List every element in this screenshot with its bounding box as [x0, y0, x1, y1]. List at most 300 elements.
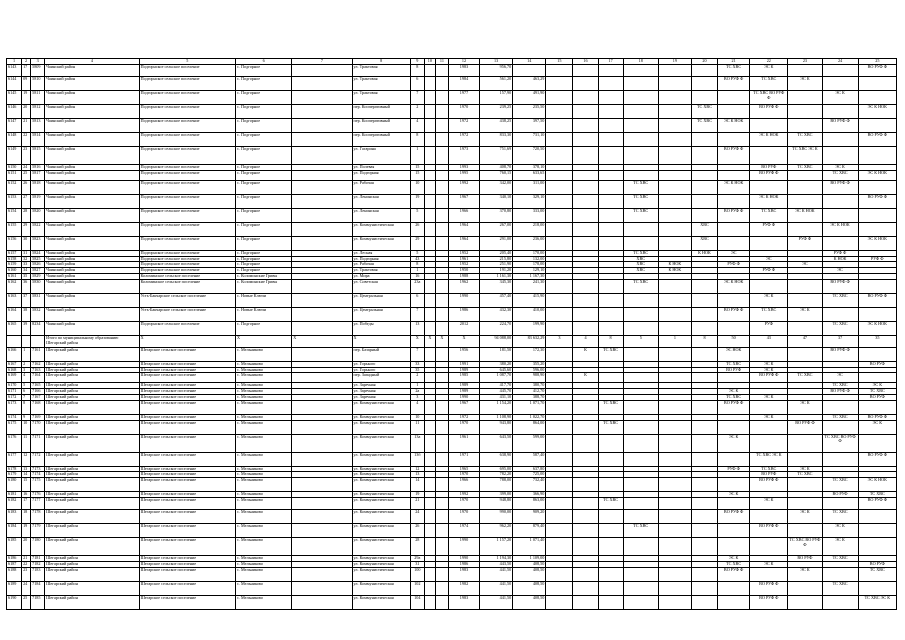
table-cell: 6153 [7, 194, 22, 208]
table-cell: 5812 [31, 105, 45, 119]
table-cell: 2а [410, 389, 424, 395]
table-cell: 5824 [31, 250, 45, 256]
table-cell: ВО РУФ [858, 394, 896, 400]
table-cell: РУФ Ф [750, 222, 788, 236]
table-cell [718, 497, 750, 509]
table-cell [435, 65, 448, 77]
table-cell: 7167 [31, 394, 45, 400]
table-cell: 7 [410, 347, 424, 361]
table-cell: К [573, 347, 598, 361]
table-cell [691, 567, 717, 581]
table-cell: Шегарское сельское поселение [139, 561, 235, 567]
table-cell: ул. Рабочая [352, 180, 410, 194]
table-cell [750, 147, 788, 165]
table-cell: К НОК [691, 250, 717, 256]
table-cell: 6176 [7, 434, 22, 452]
table-cell: ул. Заречная [352, 394, 410, 400]
table-cell [822, 452, 858, 466]
table-cell: ВО РУФ Ф [750, 170, 788, 180]
table-cell: с. Мельниково [236, 472, 292, 478]
table-cell: 181,50 [480, 347, 513, 361]
table-cell: 1 109,00 [513, 555, 546, 561]
table-cell: ул. Центральная [352, 307, 410, 321]
table-cell [546, 452, 573, 466]
table-cell: 1 [22, 347, 31, 361]
table-cell [546, 321, 573, 335]
table-cell: ул. Коммунистическая [352, 420, 410, 434]
table-cell: ЭС К [858, 420, 896, 434]
table-cell [623, 478, 658, 492]
table-cell: 29 [410, 236, 424, 250]
table-cell: 23 [22, 567, 31, 581]
table-cell: 21 [410, 497, 424, 509]
table-cell: 5813 [31, 119, 45, 133]
table-cell: 25 [22, 595, 31, 609]
table-cell: X [352, 335, 410, 347]
column-number: 18 [623, 59, 658, 65]
table-cell: Подгорнское сельское поселение [139, 222, 235, 236]
table-cell: 1990 [448, 293, 479, 307]
table-cell [292, 478, 352, 492]
table-cell: 6188 [7, 567, 22, 581]
table-cell [598, 133, 623, 147]
table-cell: 6185 [7, 537, 22, 555]
table-cell: ЭС К [750, 394, 788, 400]
table-cell [822, 65, 858, 77]
table-cell: 1989 [448, 389, 479, 395]
table-cell: 8 [410, 133, 424, 147]
table-cell: 1 194,30 [480, 555, 513, 561]
table-cell [691, 321, 717, 335]
table-cell: 441,50 [480, 581, 513, 595]
table-cell [546, 307, 573, 321]
table-cell: ВО РУФ Ф [858, 293, 896, 307]
table-cell [292, 595, 352, 609]
table-cell: 5822 [31, 222, 45, 236]
table-cell [573, 400, 598, 414]
table-cell: 10 [22, 420, 31, 434]
table-cell: ВО РУФ [750, 472, 788, 478]
table-cell [573, 77, 598, 91]
table-cell: ВО РУФ [822, 492, 858, 498]
table-cell: 170,00 [513, 250, 546, 256]
table-cell [292, 105, 352, 119]
table-cell: Шегарский район [45, 567, 139, 581]
table-cell: 157,90 [480, 91, 513, 105]
table-cell: 09 [22, 77, 31, 91]
table-cell [788, 180, 822, 194]
table-cell: ХВС [623, 262, 658, 268]
table-cell: 1966 [448, 478, 479, 492]
table-cell: 378,10 [513, 165, 546, 171]
table-cell [822, 133, 858, 147]
table-cell [598, 307, 623, 321]
table-cell [691, 65, 717, 77]
table-cell [424, 509, 435, 523]
table-cell: 720,50 [513, 147, 546, 165]
table-row [7, 420, 897, 434]
table-cell [546, 279, 573, 293]
table-cell [822, 208, 858, 222]
table-cell [822, 595, 858, 609]
table-cell: ВО РУФ Ф [858, 133, 896, 147]
table-cell: ВО РУФ Ф [822, 119, 858, 133]
table-cell [658, 279, 691, 293]
table-cell: 333,00 [513, 208, 546, 222]
table-cell: ЭС К НОК [718, 119, 750, 133]
table-cell [292, 133, 352, 147]
table-row [7, 236, 897, 250]
table-cell: ул. Заречная [352, 389, 410, 395]
table-cell: 441,50 [480, 595, 513, 609]
table-cell: ул. Трактовая [352, 77, 410, 91]
table-cell: Чаинский район [45, 256, 139, 262]
table-cell: 1989 [448, 367, 479, 373]
table-cell: Шегарский район [45, 478, 139, 492]
table-cell [435, 119, 448, 133]
table-cell: 39 [22, 321, 31, 335]
table-cell: 20 [22, 537, 31, 555]
table-cell [858, 434, 896, 452]
table-cell [546, 65, 573, 77]
table-cell: Чаинский район [45, 307, 139, 321]
table-cell [598, 180, 623, 194]
table-cell: 6175 [7, 420, 22, 434]
table-cell: ул. Ленинская [352, 208, 410, 222]
table-cell [598, 77, 623, 91]
table-cell [435, 105, 448, 119]
table-cell: 599,00 [513, 434, 546, 452]
table-cell [546, 293, 573, 307]
table-cell: ЭС К НОК [858, 478, 896, 492]
table-cell: 6152 [7, 180, 22, 194]
table-cell: 864,00 [513, 420, 546, 434]
table-cell: Чаинский район [45, 77, 139, 91]
table-cell: Шегарский район [45, 555, 139, 561]
table-cell: 13 [22, 466, 31, 472]
table-cell: 1 154,20 [480, 400, 513, 414]
table-cell: ВО РУФ Ф [822, 279, 858, 293]
table-cell: с. Мельниково [236, 347, 292, 361]
table-cell [691, 523, 717, 537]
table-cell: Шегарский район [45, 497, 139, 509]
table-cell: 6161 [7, 273, 22, 279]
table-cell [546, 119, 573, 133]
table-row [7, 523, 897, 537]
table-cell [598, 208, 623, 222]
table-cell: 6171 [7, 389, 22, 395]
table-cell [546, 373, 573, 383]
table-cell [691, 293, 717, 307]
table-cell: Шегарское сельское поселение [139, 394, 235, 400]
table-cell [573, 208, 598, 222]
table-cell [598, 147, 623, 165]
table-cell [658, 222, 691, 236]
table-cell: ВО РУФ Ф [718, 208, 750, 222]
table-cell: с. Подгорное [236, 194, 292, 208]
table-cell: 7164 [31, 373, 45, 383]
table-cell: 7180 [31, 537, 45, 555]
table-cell [750, 279, 788, 293]
table-cell [822, 567, 858, 581]
table-cell: 1 [410, 268, 424, 274]
table-cell: ТС ХВС [598, 400, 623, 414]
table-cell [658, 400, 691, 414]
table-cell [573, 236, 598, 250]
table-cell [424, 105, 435, 119]
table-cell [858, 307, 896, 321]
table-cell: 431,10 [480, 394, 513, 400]
table-cell [718, 373, 750, 383]
table-cell: 1970 [448, 497, 479, 509]
table-cell: 596,00 [513, 367, 546, 373]
table-cell: X [410, 335, 424, 347]
table-cell [858, 373, 896, 383]
table-cell: 178,00 [513, 262, 546, 268]
table-cell [623, 321, 658, 335]
table-cell: ВО РУФ Ф [822, 347, 858, 361]
table-cell [858, 537, 896, 555]
table-cell: 5817 [31, 170, 45, 180]
table-cell [718, 170, 750, 180]
table-cell: ЭС К [718, 555, 750, 561]
table-cell: 329,10 [513, 194, 546, 208]
table-cell: 6180 [7, 478, 22, 492]
table-cell: 29 [22, 222, 31, 236]
table-cell: 1971 [448, 452, 479, 466]
column-number: 16 [573, 59, 598, 65]
table-cell: 5809 [31, 65, 45, 77]
table-cell [718, 133, 750, 147]
table-cell: 438,25 [480, 119, 513, 133]
table-cell: 43 [750, 335, 788, 347]
table-cell: 645,60 [480, 367, 513, 373]
table-cell: 239,25 [480, 105, 513, 119]
table-cell [598, 537, 623, 555]
table-cell: с. Подгорное [236, 165, 292, 171]
table-cell: 833,30 [480, 133, 513, 147]
table-cell: ЭС К [788, 509, 822, 523]
table-cell: ТС ХВС [822, 170, 858, 180]
table-cell [623, 222, 658, 236]
table-row [7, 478, 897, 492]
column-number: 3 [31, 59, 45, 65]
table-cell [822, 307, 858, 321]
table-cell: с. Мельниково [236, 434, 292, 452]
table-cell: 587,40 [513, 452, 546, 466]
table-cell: ТС ХВС [623, 279, 658, 293]
table-cell: пер. Западный [352, 373, 410, 383]
table-cell: ТС ХВС [822, 509, 858, 523]
table-cell: 1962 [448, 279, 479, 293]
table-cell [292, 91, 352, 105]
table-cell: 732,40 [513, 478, 546, 492]
table-cell: 1 087,70 [480, 373, 513, 383]
table-cell: с. Коломинские Гривы [236, 279, 292, 293]
table-cell [658, 133, 691, 147]
table-cell [22, 335, 31, 347]
table-cell: ул. Коммунистическая [352, 414, 410, 420]
table-row [7, 434, 897, 452]
table-cell [822, 105, 858, 119]
table-cell [292, 434, 352, 452]
table-cell [573, 523, 598, 537]
table-cell: К [573, 373, 598, 383]
table-cell: 6158 [7, 256, 22, 262]
table-cell: ЭС К [718, 389, 750, 395]
table-cell: ул. Советская [352, 279, 410, 293]
table-cell: ВО РУФ Ф [822, 180, 858, 194]
table-cell [658, 194, 691, 208]
table-cell: ТС ХВС [822, 478, 858, 492]
table-cell: 457,40 [480, 293, 513, 307]
table-cell [546, 400, 573, 414]
table-cell: 345,30 [480, 279, 513, 293]
table-cell [292, 523, 352, 537]
table-cell: ЭС К [788, 77, 822, 91]
table-cell [658, 537, 691, 555]
table-cell: 1982 [448, 581, 479, 595]
table-cell: Шегарский район [45, 595, 139, 609]
table-cell: Шегарское сельское поселение [139, 367, 235, 373]
table-cell: 6165 [7, 321, 22, 335]
table-cell: 6 [410, 77, 424, 91]
table-cell: Чаинский район [45, 180, 139, 194]
table-cell [546, 147, 573, 165]
table-cell [691, 595, 717, 609]
table-cell [691, 279, 717, 293]
table-cell: 26 [410, 523, 424, 537]
table-cell: с. Мельниково [236, 373, 292, 383]
table-cell: ЭС К [822, 537, 858, 555]
column-number: 1 [7, 59, 22, 65]
table-cell [718, 236, 750, 250]
table-cell: пер. Кооперативный [352, 119, 410, 133]
table-cell: 32 [22, 256, 31, 262]
table-cell: 491,90 [513, 91, 546, 105]
table-cell: Чаинский район [45, 65, 139, 77]
table-cell [858, 347, 896, 361]
table-cell [658, 105, 691, 119]
table-cell: 909,20 [513, 509, 546, 523]
table-cell: Шегарское сельское поселение [139, 509, 235, 523]
table-cell: ЭС К [750, 367, 788, 373]
table-cell [573, 194, 598, 208]
table-cell [546, 581, 573, 595]
table-row [7, 133, 897, 147]
table-cell: 1964 [448, 236, 479, 250]
table-cell [546, 434, 573, 452]
table-cell: 14 [22, 472, 31, 478]
table-cell: 725,00 [513, 472, 546, 478]
table-cell [788, 581, 822, 595]
table-cell: Шегарское сельское поселение [139, 389, 235, 395]
table-cell: Шегарский район [45, 361, 139, 367]
table-cell: 33 [22, 262, 31, 268]
table-cell: Шегарское сельское поселение [139, 523, 235, 537]
table-cell: ТС ХВС [788, 165, 822, 171]
table-cell [573, 420, 598, 434]
table-cell: Подгорнское сельское поселение [139, 65, 235, 77]
table-cell: РУФ Ф [750, 268, 788, 274]
table-row [7, 293, 897, 307]
table-cell [718, 523, 750, 537]
table-cell: ВО РУФ Ф [718, 147, 750, 165]
table-cell: Подгорнское сельское поселение [139, 256, 235, 262]
table-cell: 1986 [448, 307, 479, 321]
table-cell: 1950 [448, 268, 479, 274]
table-cell [658, 523, 691, 537]
table-cell: 25 [22, 170, 31, 180]
table-cell: 50 [718, 335, 750, 347]
table-cell: 5818 [31, 180, 45, 194]
table-cell: 11 [410, 420, 424, 434]
table-cell [691, 147, 717, 165]
table-cell: ТС ХВС [750, 466, 788, 472]
table-cell: Шегарское сельское поселение [139, 555, 235, 561]
table-cell [750, 509, 788, 523]
table-cell: с. Подгорное [236, 180, 292, 194]
table-cell: 1972 [448, 119, 479, 133]
table-cell [822, 497, 858, 509]
table-cell: 6157 [7, 250, 22, 256]
table-cell: Подгорнское сельское поселение [139, 91, 235, 105]
table-cell: 1974 [448, 523, 479, 537]
table-cell: 5811 [31, 91, 45, 105]
table-cell: ТС ХВС [858, 389, 896, 395]
table-cell: ТС ХВС [598, 420, 623, 434]
table-cell: Шегарское сельское поселение [139, 567, 235, 581]
table-cell [718, 105, 750, 119]
table-cell: ул. Коммунистическая [352, 222, 410, 236]
table-cell [658, 307, 691, 321]
table-cell [788, 65, 822, 77]
table-cell [598, 567, 623, 581]
table-cell: ЭС НОК [718, 347, 750, 361]
table-cell: 129,10 [513, 268, 546, 274]
table-cell: с. Мельниково [236, 478, 292, 492]
table-cell: Чаинский район [45, 250, 139, 256]
table-cell [424, 595, 435, 609]
table-cell: Чаинский район [45, 194, 139, 208]
table-cell: ТС ХВС [750, 208, 788, 222]
column-number: 20 [691, 59, 717, 65]
table-cell [658, 478, 691, 492]
table-cell: Шегарское сельское поселение [139, 466, 235, 472]
table-cell: 1961 [448, 434, 479, 452]
table-cell [658, 347, 691, 361]
table-cell [788, 321, 822, 335]
table-cell: ВО РУФ Ф [718, 400, 750, 414]
table-cell: с. Подгорное [236, 119, 292, 133]
table-cell: ЭС К [788, 567, 822, 581]
table-cell: 6167 [7, 361, 22, 367]
table-cell [858, 147, 896, 165]
table-cell: 432,30 [480, 307, 513, 321]
table-cell: 12 [22, 452, 31, 466]
table-cell: 22 [22, 561, 31, 567]
table-cell: ул. Мира [352, 273, 410, 279]
table-cell: ЭС [822, 373, 858, 383]
table-cell [424, 420, 435, 434]
table-cell: 1972 [448, 133, 479, 147]
table-cell: ТС ХВС [788, 472, 822, 478]
table-cell: 6162 [7, 279, 22, 293]
table-cell: 1952 [448, 262, 479, 268]
table-cell: 408,50 [513, 561, 546, 567]
table-cell: ВО РУФ Ф [718, 77, 750, 91]
table-cell [598, 236, 623, 250]
